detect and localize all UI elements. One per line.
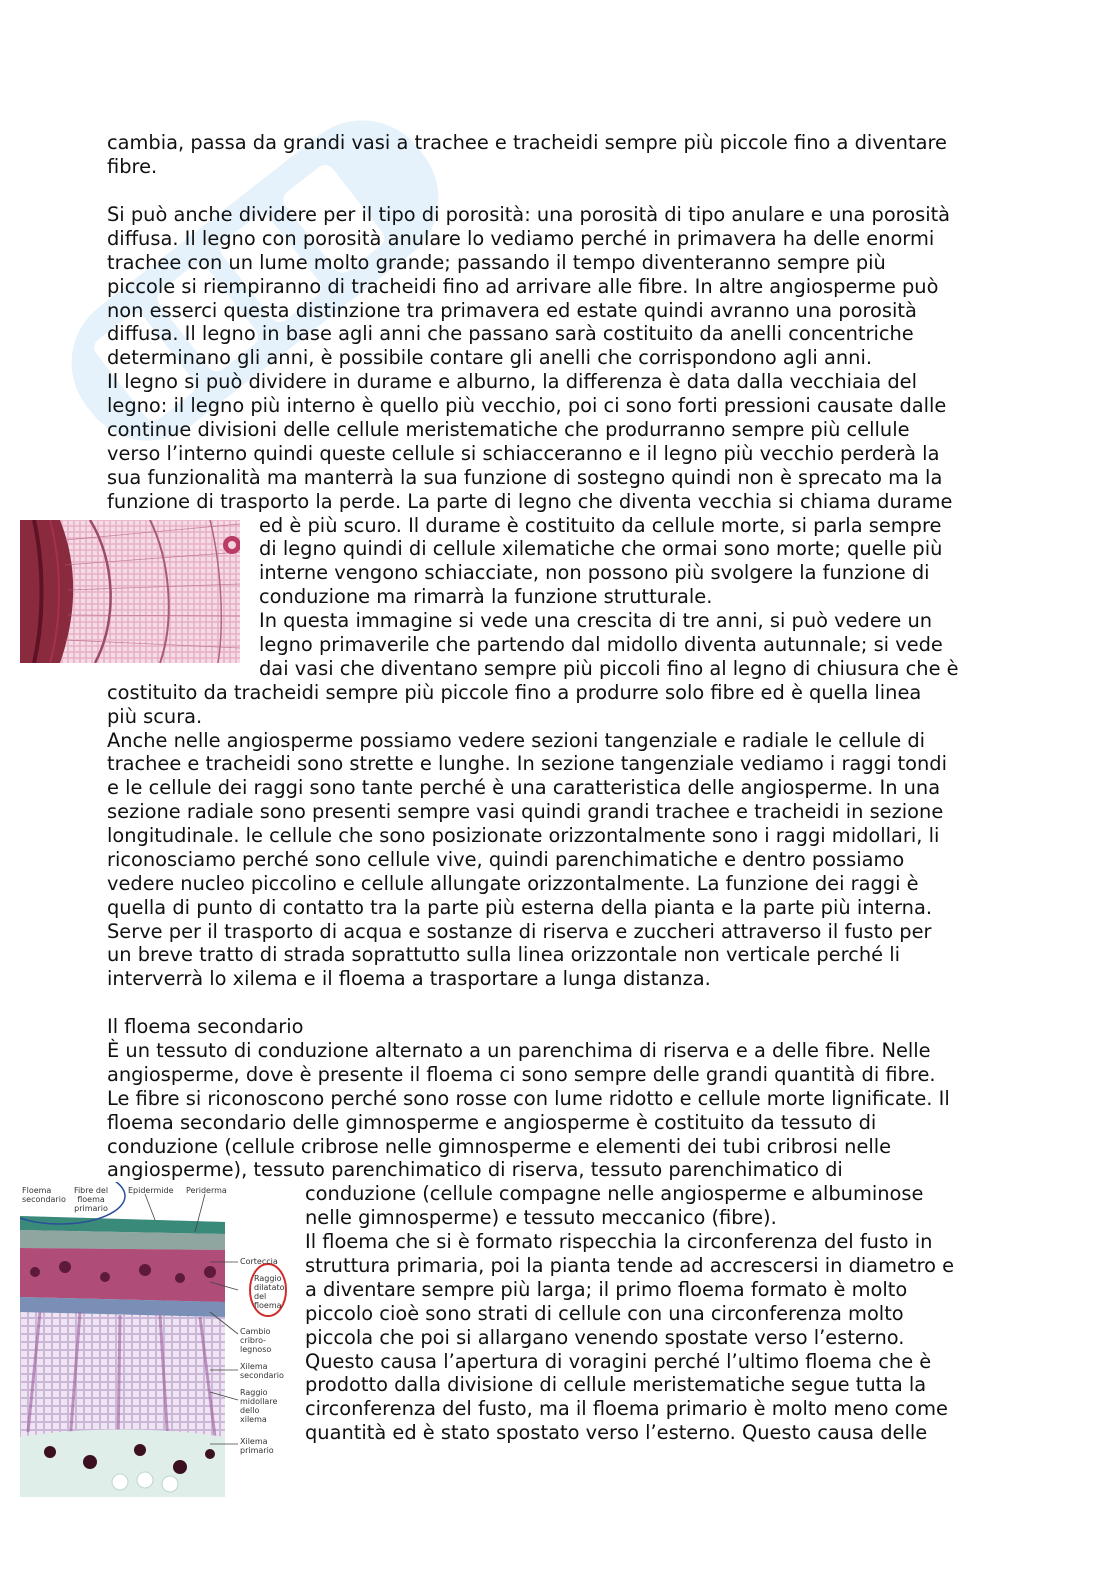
text-line: legno: il legno più interno è quello più vecchio, poi ci sono forti pressioni causate dalle	[107, 394, 947, 417]
text-line: e le cellule dei raggi sono tante perché è una caratteristica delle angiosperme. In una	[107, 776, 941, 799]
text-line: continue divisioni delle cellule meristematiche che produrranno sempre più cellule	[107, 418, 910, 441]
text-line: Il floema che si è formato rispecchia la circonferenza del fusto in	[305, 1230, 933, 1253]
text-line: di legno quindi di cellule xilematiche che ormai sono morte; quelle più	[259, 537, 943, 560]
label-floema-secondario: Floema secondario	[22, 1186, 66, 1204]
text-line: floema secondario delle gimnosperme e angiosperme è costituito da tessuto di	[107, 1111, 877, 1134]
text-line: sua funzionalità ma manterrà la sua funzione di sostegno quindi non è sprecato ma la	[107, 466, 943, 489]
text-line: fibre.	[107, 155, 158, 178]
label-xilema-secondario: Xilema secondario	[240, 1362, 284, 1380]
text-line: ed è più scuro. Il durame è costituito da cellule morte, si parla sempre	[259, 514, 942, 537]
text-line: interne vengono schiacciate, non possono più svolgere la funzione di	[259, 561, 930, 584]
section-heading: Il floema secondario	[107, 1015, 304, 1038]
text-line: longitudinale. le cellule che sono posizionate orizzontalmente sono i raggi midollari, li	[107, 824, 940, 847]
label-corteccia: Corteccia	[240, 1257, 278, 1266]
text-line: In questa immagine si vede una crescita di tre anni, si può vedere un	[259, 609, 933, 632]
text-line: conduzione ma rimarrà la funzione strutturale.	[259, 585, 713, 608]
text-line: È un tessuto di conduzione alternato a un parenchima di riserva e a delle fibre. Nelle	[107, 1039, 931, 1062]
text-line: piccola che poi si allargano venendo spostate verso l’esterno.	[305, 1326, 905, 1349]
text-line: più scura.	[107, 705, 203, 728]
text-line: conduzione (cellule cribrose nelle gimnosperme e elementi dei tubi cribrosi nelle	[107, 1135, 892, 1158]
text-line: Le fibre si riconoscono perché sono rosse con lume ridotto e cellule morte lignificate. Il	[107, 1087, 950, 1110]
text-line: quantità ed è stato spostato verso l’esterno. Questo causa delle	[305, 1421, 928, 1444]
text-line: angiosperme), tessuto parenchimatico di riserva, tessuto parenchimatico di	[107, 1158, 843, 1181]
text-line: struttura primaria, poi la pianta tende ad accrescersi in diametro e	[305, 1254, 955, 1277]
text-line: angiosperme, dove è presente il floema ci sono sempre delle grandi quantità di fibre.	[107, 1063, 936, 1086]
label-raggio-midollare: Raggio midollare dello xilema	[240, 1388, 278, 1424]
text-line: prodotto dalla divisione di cellule meristematiche segue tutta la	[305, 1373, 927, 1396]
text-line: verso l’interno quindi queste cellule si schiacceranno e il legno più vecchio perderà la	[107, 442, 940, 465]
text-line: circonferenza del fusto, ma il floema primario è molto meno come	[305, 1397, 948, 1420]
text-line: diffusa. Il legno in base agli anni che passano sarà costituito da anelli concentriche	[107, 322, 914, 345]
text-line: Il legno si può dividere in durame e alburno, la differenza è data dalla vecchiaia del	[107, 370, 917, 393]
text-line: dai vasi che diventano sempre più piccoli fino al legno di chiusura che è	[259, 657, 959, 680]
label-xilema-primario: Xilema primario	[240, 1437, 274, 1455]
text-line: Questo causa l’apertura di voragini perché l’ultimo floema che è	[305, 1350, 932, 1373]
text-line: diffusa. Il legno con porosità anulare lo vediamo perché in primavera ha delle enormi	[107, 227, 935, 250]
text-line: un breve tratto di strada soprattutto sulla linea orizzontale non verticale perché li	[107, 943, 900, 966]
text-line: legno primaverile che partendo dal midollo diventa autunnale; si vede	[259, 633, 943, 656]
text-line: trachee e tracheidi sono strette e lunghe. In sezione tangenziale vediamo i raggi tondi	[107, 752, 947, 775]
label-cambio: Cambio cribro-legnoso	[240, 1327, 272, 1354]
label-fibre-floema-primario: Fibre del floema primario	[73, 1186, 109, 1213]
text-line: nelle gimnosperme) e tessuto meccanico (fibre).	[305, 1206, 777, 1229]
text-line: vedere nucleo piccolino e cellule allungate orizzontalmente. La funzione dei raggi è	[107, 872, 919, 895]
label-epidermide: Epidermide	[128, 1186, 174, 1195]
text-line: determinano gli anni, è possibile contare gli anelli che corrispondono agli anni.	[107, 346, 872, 369]
text-line: non esserci questa distinzione tra primavera ed estate quindi avranno una porosità	[107, 299, 917, 322]
text-line: Serve per il trasporto di acqua e sostanze di riserva e zuccheri attraverso il fusto per	[107, 920, 932, 943]
text-line: interverrà lo xilema e il floema a trasportare a lunga distanza.	[107, 967, 711, 990]
text-line: a diventare sempre più larga; il primo floema formato è molto	[305, 1278, 908, 1301]
label-raggio-dilatato: Raggio dilatato del floema	[254, 1274, 285, 1310]
text-line: piccole si riempiranno di tracheidi fino ad arrivare alle fibre. In altre angiosperme può	[107, 275, 939, 298]
text-line: trachee con un lume molto grande; passando il tempo diventeranno sempre più	[107, 251, 886, 274]
text-line: sezione radiale sono presenti sempre vasi quindi grandi trachee e tracheidi in sezione	[107, 800, 944, 823]
label-periderma: Periderma	[186, 1186, 227, 1195]
text-line: quella di punto di contatto tra la parte più esterna della pianta e la parte più interna.	[107, 896, 933, 919]
text-line: piccolo cioè sono strati di cellule con una circonferenza molto	[305, 1302, 904, 1325]
wood-rings-micrograph	[20, 520, 240, 663]
text-line: Si può anche dividere per il tipo di porosità: una porosità di tipo anulare e una porosità	[107, 203, 951, 226]
text-line: Anche nelle angiosperme possiamo vedere sezioni tangenziale e radiale le cellule di	[107, 729, 926, 752]
secondary-phloem-micrograph	[20, 1182, 288, 1497]
text-line: riconosciamo perché sono cellule vive, quindi parenchimatiche e dentro possiamo	[107, 848, 905, 871]
text-line: costituito da tracheidi sempre più piccole fino a produrre solo fibre ed è quella linea	[107, 681, 922, 704]
text-line: funzione di trasporto la perde. La parte di legno che diventa vecchia si chiama durame	[107, 490, 953, 513]
text-line: conduzione (cellule compagne nelle angiosperme e albuminose	[305, 1182, 924, 1205]
text-line: cambia, passa da grandi vasi a trachee e tracheidi sempre più piccole fino a diventare	[107, 131, 947, 154]
